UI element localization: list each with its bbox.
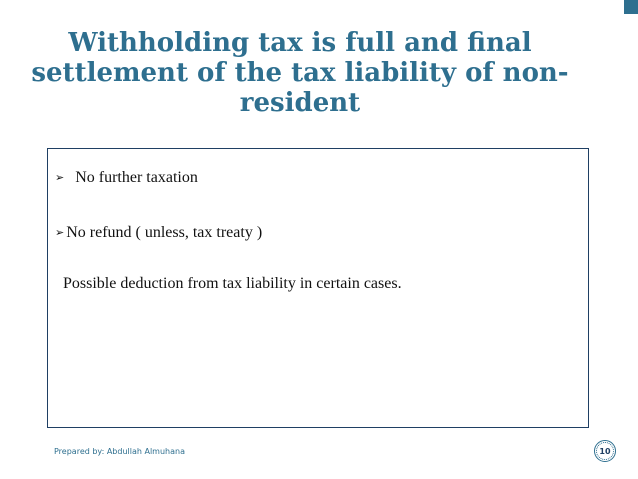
- title-line-2: settlement of the tax liability of non-: [31, 58, 569, 88]
- plain-text-line: Possible deduction from tax liability in certain cases.: [63, 275, 402, 292]
- title-line-1: Withholding tax is full and final: [68, 28, 532, 58]
- footer-prepared-by: Prepared by: Abdullah Almuhana: [54, 447, 185, 456]
- bullet-text: No further taxation: [75, 169, 198, 186]
- corner-accent-square: [624, 0, 638, 14]
- page-number: 10: [599, 446, 611, 456]
- bullet-text: No refund ( unless, tax treaty ): [66, 224, 263, 241]
- bullet-item: [55, 224, 262, 242]
- slide-title: [0, 28, 600, 118]
- title-line-3: resident: [239, 88, 361, 118]
- arrow-bullet-icon: ➢: [55, 171, 65, 184]
- content-box: [47, 148, 589, 428]
- page-number-badge: [594, 440, 616, 462]
- bullet-item: [55, 169, 198, 187]
- arrow-bullet-icon: ➢: [55, 226, 65, 239]
